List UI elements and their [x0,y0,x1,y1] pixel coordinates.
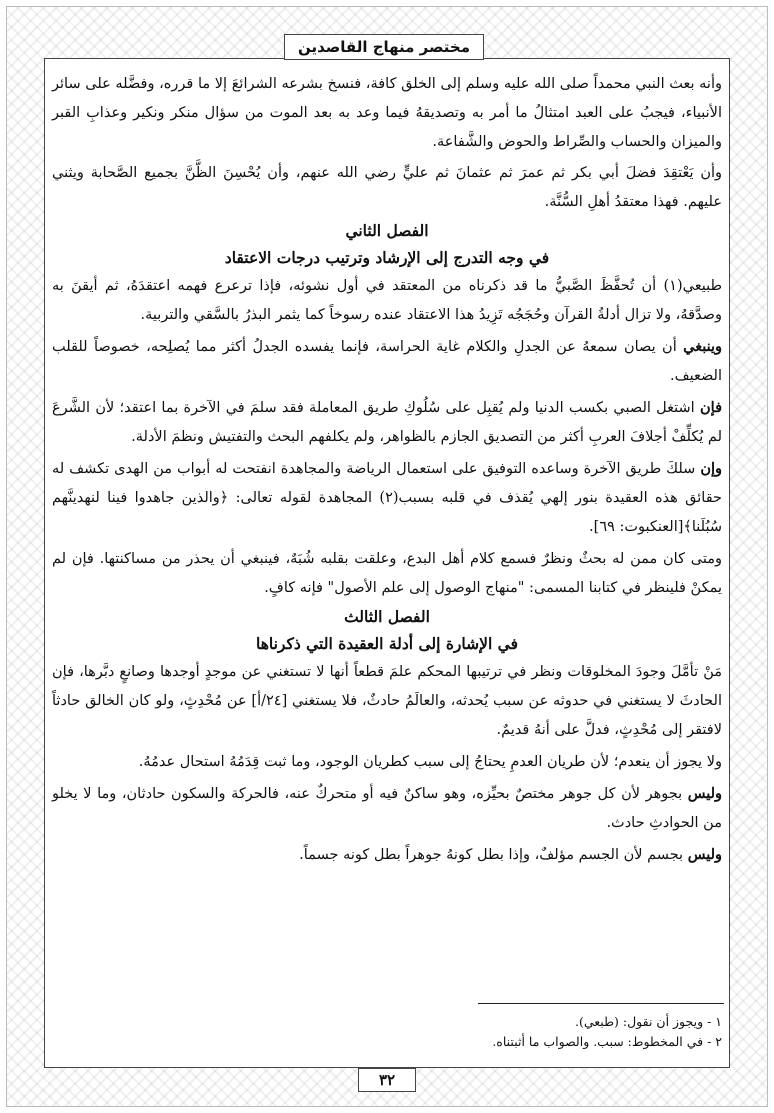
footnote-divider [478,1003,724,1004]
footnote: ٢ - في المخطوط: سبب. والصواب ما أثبتناه. [492,1034,722,1049]
running-header: مختصر منهاج القاصدين [284,34,484,60]
section-subtitle: في وجه التدرج إلى الإرشاد وترتيب درجات الاعتقاد [224,248,550,267]
body-paragraph [52,332,722,391]
paragraph-text: بجسم لأن الجسم مؤلفٌ، وإذا بطل كونهُ جوهراً بطل كونه جسماً. [299,847,688,863]
paragraph-lead: وليس [687,785,722,802]
paragraph-text: ومتى كان ممن له بحثٌ ونظرٌ فسمع كلام أهل البدع، وعلقت بقلبه شُبَهٌ، فينبغي أن يحذر من مساكنتها. فإن لم يمكنْ فلينظر في كتابنا المسمى: "منهاج الوصول إلى علم الأصول" فإنه كافٍ. [52,551,722,596]
paragraph-text: طبيعي(١) أن تُحفَّظَ الصَّبيُّ ما قد ذكرناه من المعتقد في أول نشوئه، فإذا ترعرع فهمه اعتقدَهُ، ثم أيقنَ به وصدَّقهُ، ولا تزال أدلةُ القرآن وحُجَجُه تَزِيدُ هذا الاعتقاد عنده رسوخاً كما يثمر البذرُ بالسَّقي والتربية. [52,278,722,323]
paragraph-lead: وإن [700,460,722,477]
paragraph-text: سلكَ طريق الآخرة وساعده التوفيق على استعمال الرياضة والمجاهدة انفتحت له أبواب من الهدى تكشف له حقائق هذه العقيدة بنور إلهي يُقذف في قلبه بسبب(٢) المجاهدة لقوله تعالى: ﴿والذين جاهدوا فينا لنهدينَّهم سُبُلَنا﴾[العنكبوت: ٦٩]. [52,461,722,535]
paragraph-text: اشتغل الصبي بكسب الدنيا ولم يُقبِل على سُلُوكِ طريق المعاملة فقد سلمَ في الآخرة بما اعتقد؛ لأن الشَّرعَ لم يُكلِّفْ أجلافَ العربِ أكثر من التصديق الجازم بالظواهر، ولم يكلفهم البحث والتفتيش ونظمَ الأدلة. [52,400,722,445]
body-paragraph: وأن يَعْتقِدَ فضلَ أبي بكر ثم عمرَ ثم عثمانَ ثم عليٍّ رضي الله عنهم، وأن يُحْسِنَ الظَّنَّ بجميع الصَّحابة ويثني عليهم. فهذا معتقدُ أهلِ السُّنَّة. [52,165,722,210]
footnotes [52,1012,722,1052]
section-title: الفصل الثاني [345,221,429,240]
paragraph-lead: وليس [687,846,722,863]
paragraph-lead: فإن [700,399,722,416]
section-title: الفصل الثالث [344,607,430,626]
body-paragraph [52,840,722,870]
body-paragraph [52,544,722,603]
paragraph-lead: وينبغي [683,338,722,355]
paragraph-text: مَنْ تأمَّلَ وجودَ المخلوقات ونظر في ترتيبها المحكم علمَ قطعاً أنها لا تستغني عن موجدٍ أوجدها وصانعٍ دبَّرها، فإن الحادثَ لا يستغني في حدوثه عن سبب يُحدثه، والعالَمُ حادثٌ، فلا يستغني [٢٤/أ] عن مُحْدِثٍ، ولو كان الخالق حادثاً لافتقر إلى مُحْدِثٍ، فدلَّ على أنهُ قديمٌ. [52,664,722,738]
section-subtitle: في الإشارة إلى أدلة العقيدة التي ذكرناها [255,634,519,653]
body-paragraph [52,657,722,745]
body-paragraph [52,271,722,330]
page-number: ٣٢ [358,1068,416,1092]
paragraph-text: ولا يجوز أن ينعدم؛ لأن طريان العدمِ يحتاجُ إلى سبب كطريان الوجود، وما ثبت قِدَمُهُ استحال عدمُهُ. [138,754,722,770]
footnote: ١ - ويجوز أن نقول: (طبعي). [575,1014,722,1029]
body-paragraph [52,454,722,542]
body-paragraph: وأنه بعث النبي محمداً صلى الله عليه وسلم إلى الخلق كافة، فنسخ بشرعه الشرائعَ إلا ما قرره، وفضَّله على سائر الأنبياء، فيجبُ على العبد امتثالُ ما أمر به وتصديقهُ فيما وعد به بعد الموت من سؤال منكر ونكير وعذابِ القبر والميزان والحساب والصِّراط والحوض والشَّفاعة. [52,76,722,150]
paragraph-text: بجوهر لأن كل جوهر مختصٌ بحيِّزه، وهو ساكنٌ فيه أو متحركٌ عنه، فالحركة والسكون حادثان، وما لا يخلو من الحوادثِ حادث. [52,786,722,831]
paragraph-text: أن يصان سمعهُ عن الجدلِ والكلام غاية الحراسة، فإنما يفسده الجدلُ أكثر مما يُصلِحه، خصوصاً للقلب الضعيف. [52,339,722,384]
body-paragraph [52,393,722,452]
body-paragraph [52,747,722,777]
body-paragraph [52,779,722,838]
page-body [52,70,722,870]
